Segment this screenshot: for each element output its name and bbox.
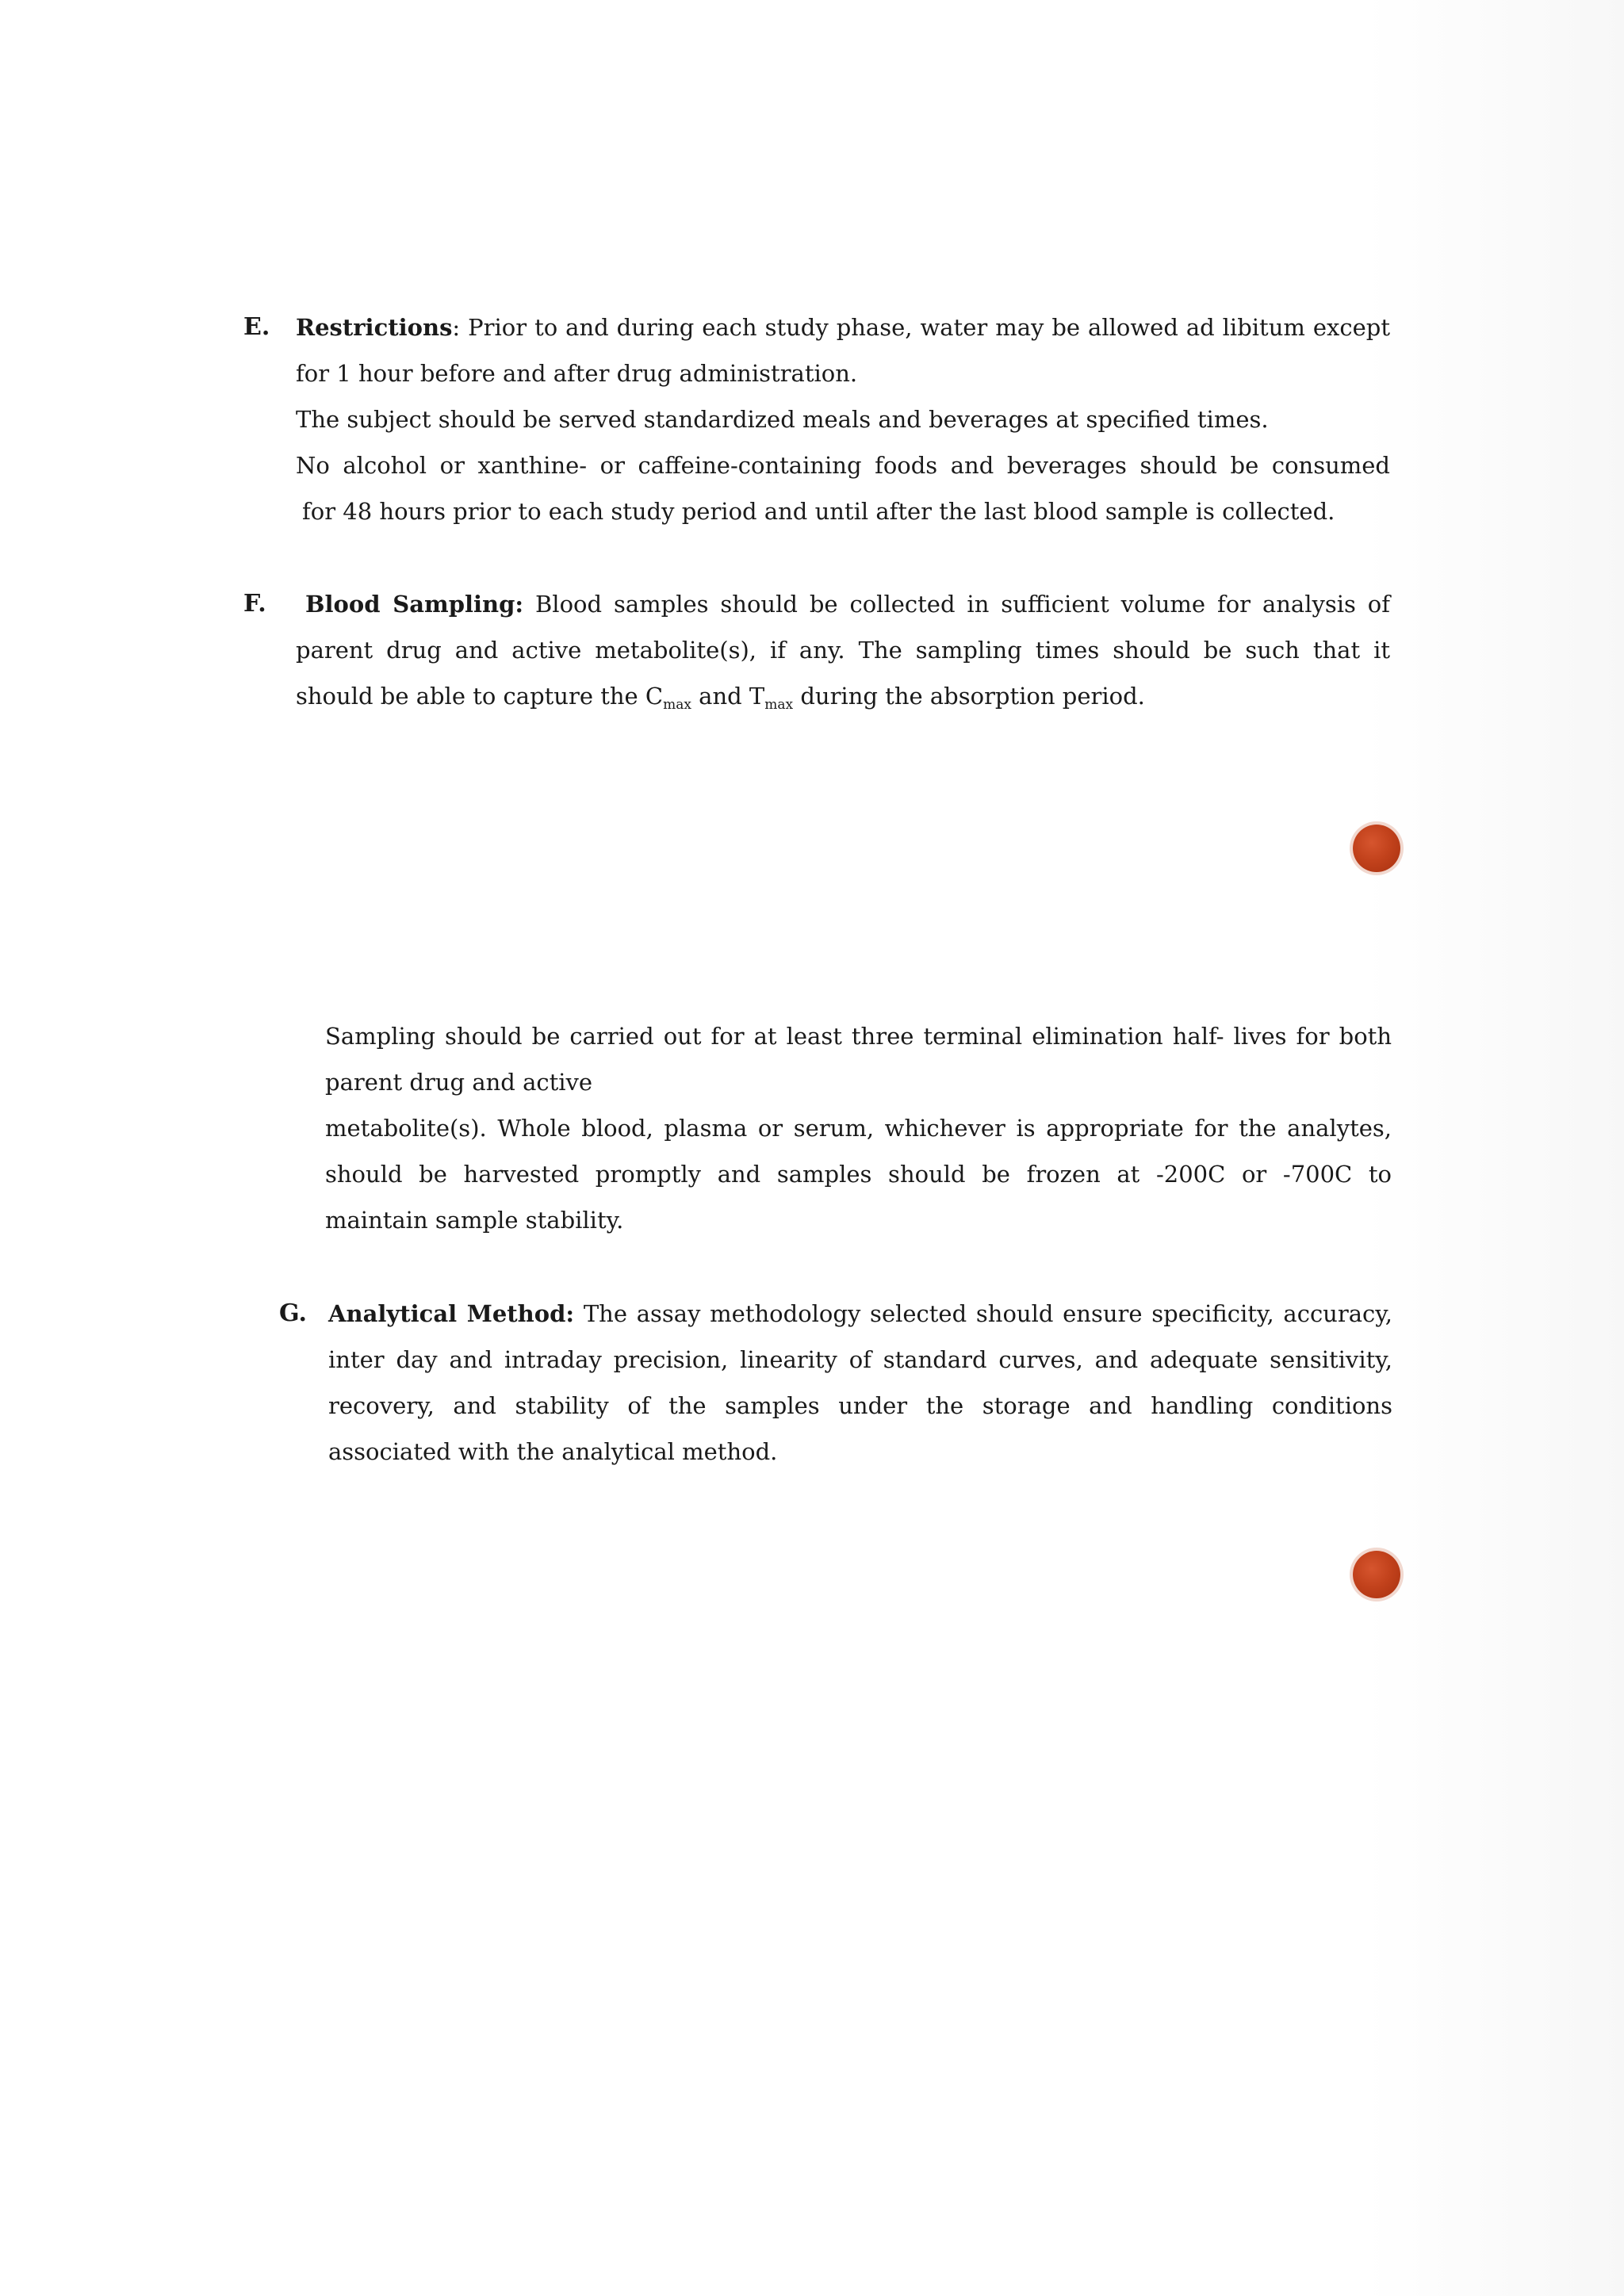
section-f-line-1: Blood Sampling: Blood samples should be collected in sufficient volume for analysis of [305,591,1390,618]
section-e-heading: Restrictions [296,314,453,341]
section-f-blood-sampling [296,581,1390,719]
sampling-line-3: metabolite(s). Whole blood, plasma or serum, whichever is appropriate for the analytes, [325,1115,1392,1142]
section-g-analytical-method [328,1291,1392,1475]
section-e-letter: E. [243,313,270,341]
section-e-restrictions [296,304,1390,534]
section-e-line-5: for 48 hours prior to each study period and until after the last blood sample is collected. [302,498,1335,525]
section-g-line-2: inter day and intraday precision, linearity of standard curves, and adequate sensitivity, [328,1346,1392,1373]
sampling-line-2: parent drug and active [325,1069,593,1096]
section-g-line-4: associated with the analytical method. [328,1438,778,1465]
section-g-letter: G. [279,1299,307,1327]
slide-bullet-dot-1 [1353,825,1400,872]
section-f-line-3: should be able to capture the $C_{max}$ and $T_{max}$ during the absorption period. [296,683,1145,713]
sampling-line-1: Sampling should be carried out for at least three terminal elimination half- lives for both [325,1023,1392,1050]
section-sampling-continued [325,1013,1392,1243]
section-g-line-1: Analytical Method: The assay methodology selected should ensure specificity, accuracy, [328,1300,1393,1327]
section-g-line-3: recovery, and stability of the samples under the storage and handling conditions [328,1392,1392,1419]
sampling-line-4: should be harvested promptly and samples should be frozen at -200C or -700C to [325,1161,1392,1188]
sampling-line-5: maintain sample stability. [325,1207,624,1234]
section-g-heading: Analytical Method: [328,1300,575,1327]
section-e-line-4: No alcohol or xanthine- or caffeine-containing foods and beverages should be consumed [296,452,1390,479]
section-f-heading: Blood Sampling: [305,591,524,618]
section-f-line-2: parent drug and active metabolite(s), if any. The sampling times should be such that it [296,637,1390,664]
section-e-line-3: The subject should be served standardized meals and beverages at specified times. [296,406,1269,433]
slide-bullet-dot-2 [1353,1551,1400,1598]
section-e-line-1: Restrictions: Prior to and during each study phase, water may be allowed ad libitum except [296,314,1390,341]
section-f-letter: F. [243,590,266,618]
section-e-line-2: for 1 hour before and after drug administration. [296,360,858,387]
